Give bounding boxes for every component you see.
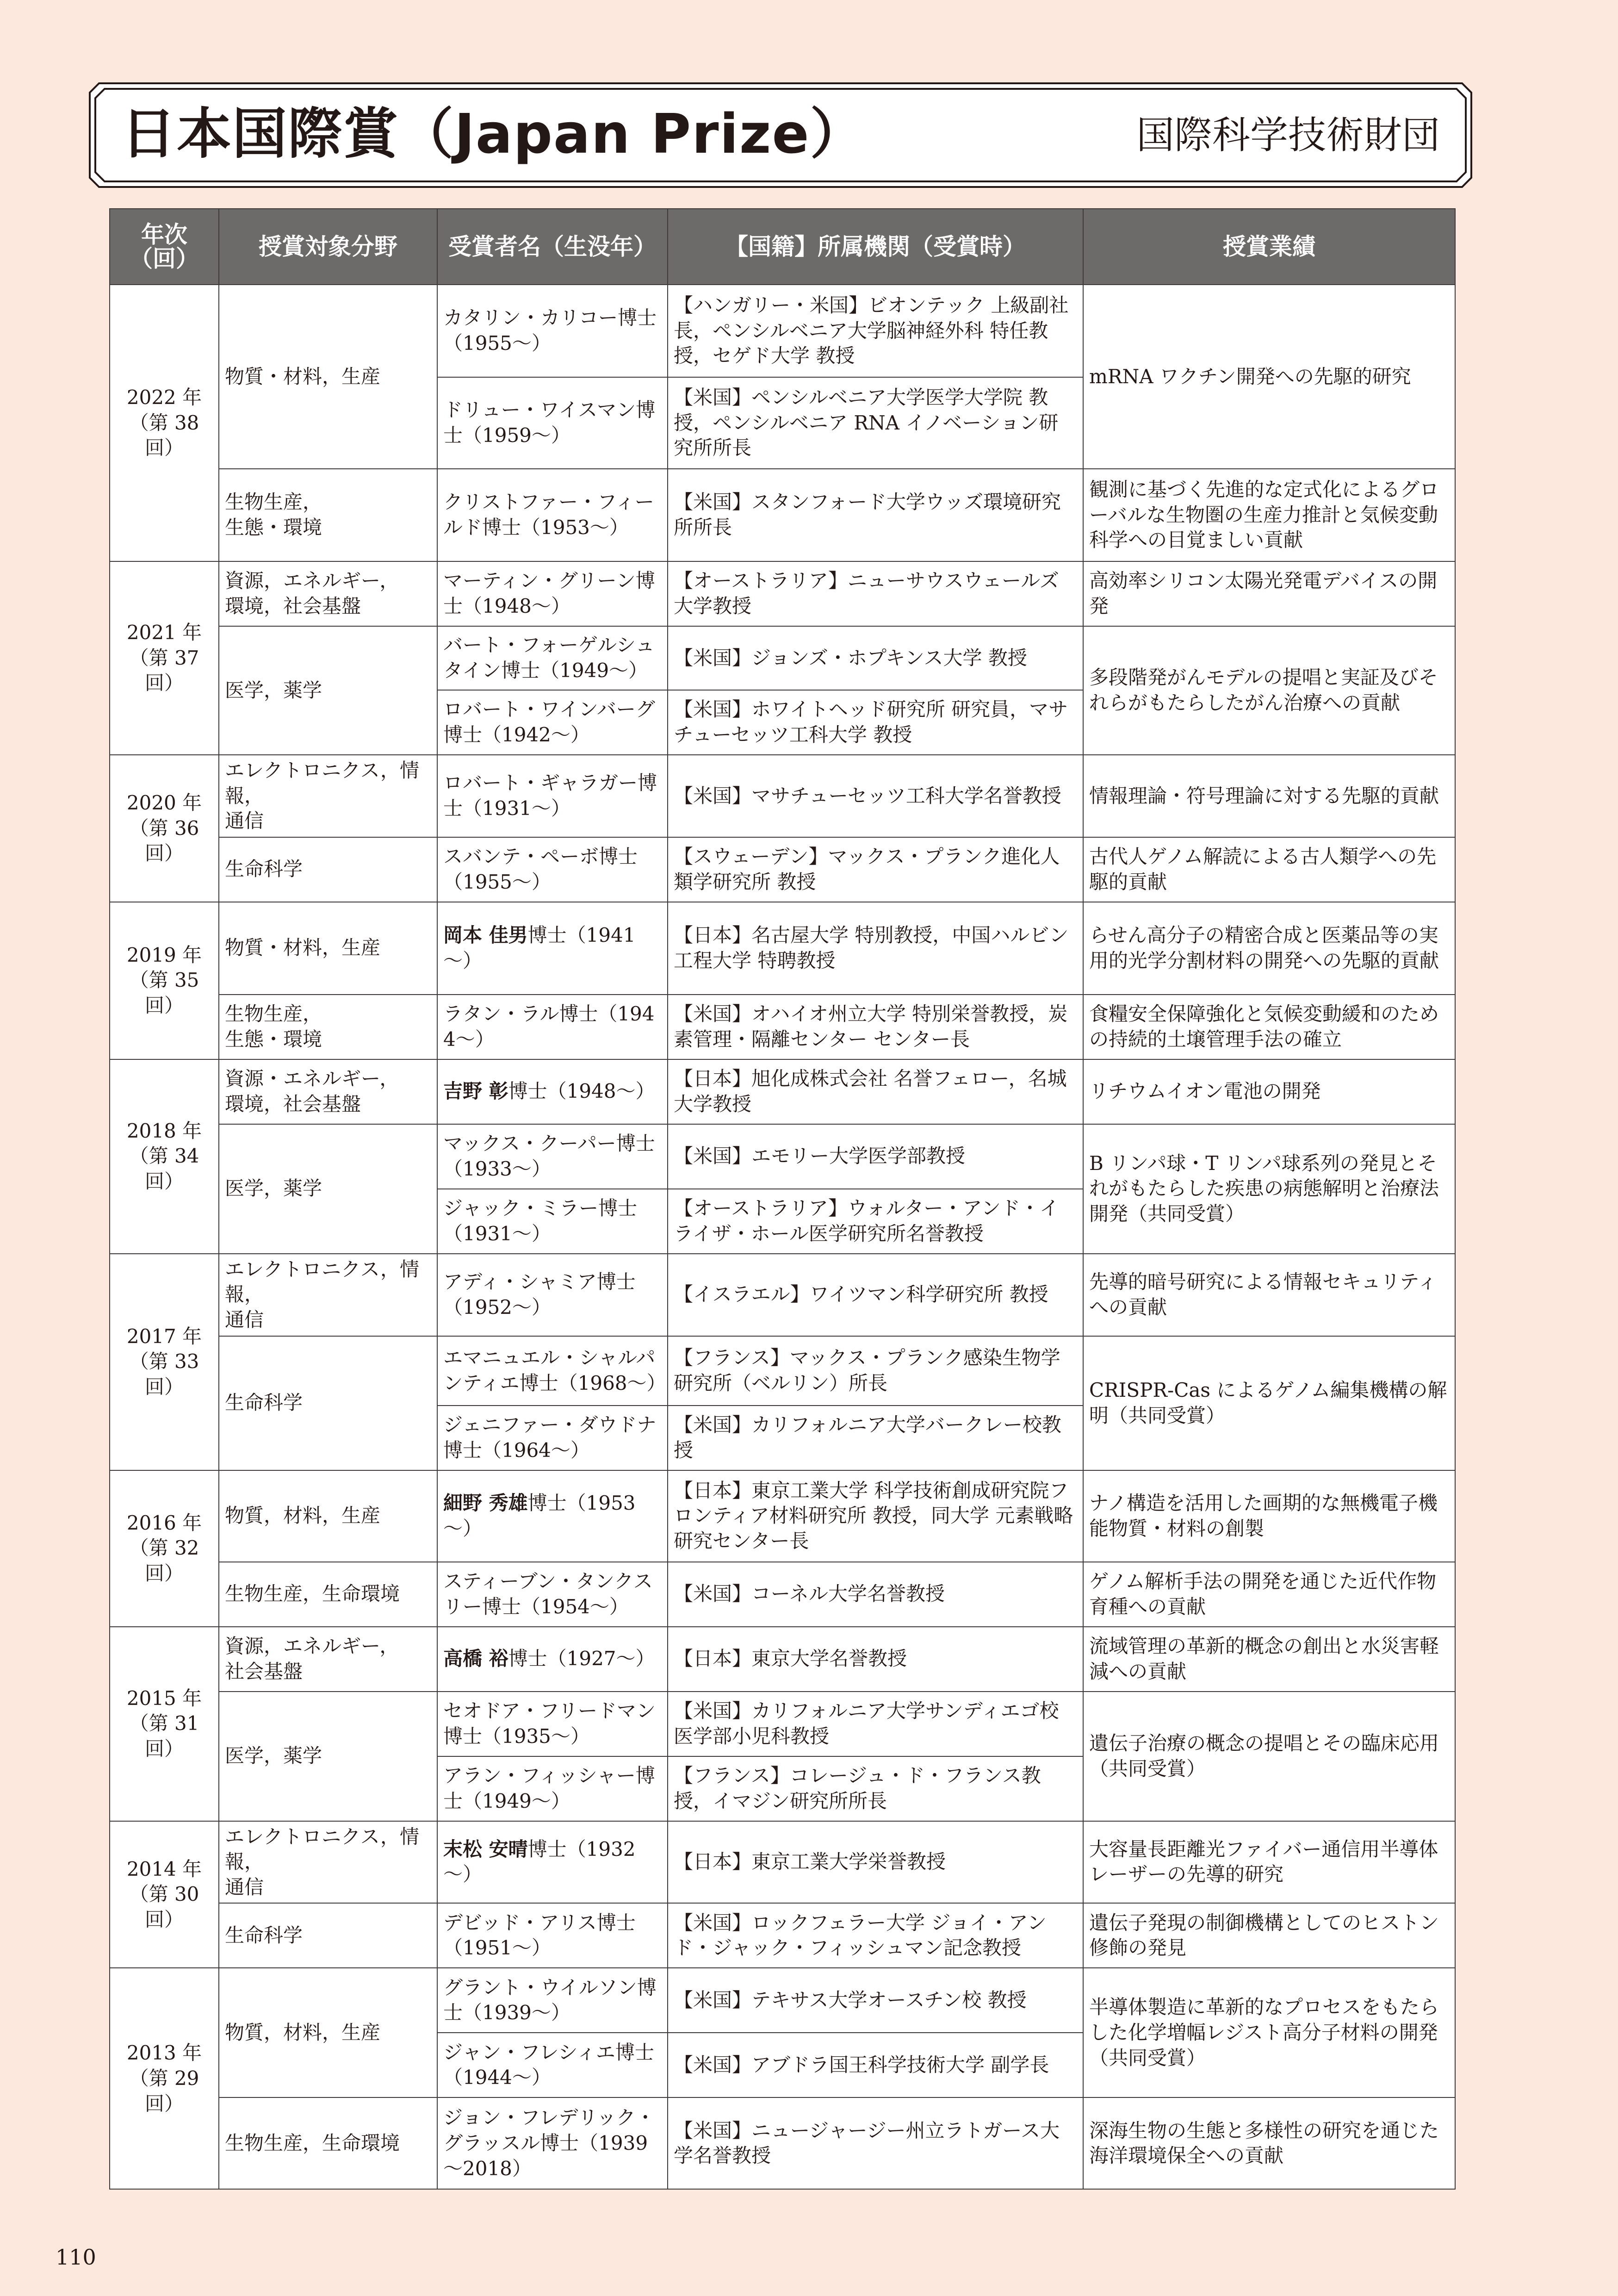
affiliation-cell: 【米国】オハイオ州立大学 特別栄誉教授，炭素管理・隔離センター センター長	[668, 995, 1083, 1059]
laureate-cell: エマニュエル・シャルパンティエ博士（1968～）	[437, 1336, 668, 1406]
year-cell: 2019 年 （第 35 回）	[110, 902, 219, 1059]
achievement-cell: 遺伝子治療の概念の提唱とその臨床応用（共同受賞）	[1083, 1692, 1455, 1821]
table-row	[110, 1254, 1455, 1336]
laureate-cell: ジャン・フレシィエ博士（1944～）	[437, 2033, 668, 2097]
col-laureate: 受賞者名（生没年）	[437, 209, 668, 285]
table-header-row	[110, 209, 1455, 285]
table-row	[110, 561, 1455, 626]
field-cell: 物質，材料，生産	[219, 1470, 437, 1562]
table-row	[110, 1562, 1455, 1627]
table-row	[110, 1821, 1455, 1904]
laureate-cell: ドリュー・ワイスマン博士（1959～）	[437, 377, 668, 469]
achievement-cell: 多段階発がんモデルの提唱と実証及びそれらがもたらしたがん治療への貢献	[1083, 626, 1455, 755]
achievement-cell: CRISPR-Cas によるゲノム編集機構の解明（共同受賞）	[1083, 1336, 1455, 1470]
laureate-cell: マーティン・グリーン博士（1948～）	[437, 561, 668, 626]
laureate-cell: マックス・クーパー博士（1933～）	[437, 1124, 668, 1189]
affiliation-cell: 【イスラエル】ワイツマン科学研究所 教授	[668, 1254, 1083, 1336]
achievement-cell: 観測に基づく先進的な定式化によるグローバルな生物圏の生産力推計と気候変動科学への目覚ましい貢献	[1083, 469, 1455, 561]
laureate-cell: ジェニファー・ダウドナ博士（1964～）	[437, 1406, 668, 1470]
year-cell: 2017 年 （第 33 回）	[110, 1254, 219, 1470]
table-row	[110, 1124, 1455, 1189]
year-cell: 2016 年 （第 32 回）	[110, 1470, 219, 1627]
field-cell: 資源，エネルギー， 社会基盤	[219, 1627, 437, 1692]
laureate-cell: ジョン・フレデリック・グラッスル博士（1939～2018）	[437, 2097, 668, 2189]
achievement-cell: リチウムイオン電池の開発	[1083, 1059, 1455, 1124]
affiliation-cell: 【米国】アブドラ国王科学技術大学 副学長	[668, 2033, 1083, 2097]
table-row	[110, 2097, 1455, 2189]
table-row	[110, 837, 1455, 902]
affiliation-cell: 【米国】カリフォルニア大学サンディエゴ校 医学部小児科教授	[668, 1692, 1083, 1756]
table-row	[110, 1903, 1455, 1968]
table-row	[110, 1470, 1455, 1562]
field-cell: エレクトロニクス，情報， 通信	[219, 755, 437, 837]
affiliation-cell: 【日本】旭化成株式会社 名誉フェロー，名城大学教授	[668, 1059, 1083, 1124]
affiliation-cell: 【日本】名古屋大学 特別教授，中国ハルビン工程大学 特聘教授	[668, 902, 1083, 995]
achievement-cell: mRNA ワクチン開発への先駆的研究	[1083, 285, 1455, 469]
achievement-cell: ナノ構造を活用した画期的な無機電子機能物質・材料の創製	[1083, 1470, 1455, 1562]
laureate-cell: デビッド・アリス博士（1951～）	[437, 1903, 668, 1968]
laureate-cell: ジャック・ミラー博士（1931～）	[437, 1189, 668, 1254]
affiliation-cell: 【米国】ペンシルベニア大学医学大学院 教授，ペンシルベニア RNA イノベーション研究所所長	[668, 377, 1083, 469]
field-cell: 医学，薬学	[219, 626, 437, 755]
affiliation-cell: 【スウェーデン】マックス・プランク進化人類学研究所 教授	[668, 837, 1083, 902]
page-title: 日本国際賞（Japan Prize）	[121, 102, 866, 166]
field-cell: 生物生産，生命環境	[219, 1562, 437, 1627]
laureate-cell: セオドア・フリードマン博士（1935～）	[437, 1692, 668, 1756]
achievement-cell: 大容量長距離光ファイバー通信用半導体レーザーの先導的研究	[1083, 1821, 1455, 1904]
achievement-cell: 深海生物の生態と多様性の研究を通じた海洋環境保全への貢献	[1083, 2097, 1455, 2189]
achievement-cell: 遺伝子発現の制御機構としてのヒストン修飾の発見	[1083, 1903, 1455, 1968]
laureate-japanese-name: 末松 安晴	[443, 1837, 528, 1860]
laureate-cell: 岡本 佳男博士（1941～）	[437, 902, 668, 995]
achievement-cell: B リンパ球・T リンパ球系列の発見とそれがもたらした疾患の病態解明と治療法開発（共同受賞）	[1083, 1124, 1455, 1254]
achievement-cell: 高効率シリコン太陽光発電デバイスの開発	[1083, 561, 1455, 626]
achievement-cell: 先導的暗号研究による情報セキュリティへの貢献	[1083, 1254, 1455, 1336]
laureate-cell: 末松 安晴博士（1932～）	[437, 1821, 668, 1904]
table-row	[110, 755, 1455, 837]
laureate-cell: 高橋 裕博士（1927～）	[437, 1627, 668, 1692]
laureate-cell: カタリン・カリコー博士（1955～）	[437, 285, 668, 377]
laureate-cell: アラン・フィッシャー博士（1949～）	[437, 1756, 668, 1821]
table-row	[110, 626, 1455, 690]
field-cell: 医学，薬学	[219, 1124, 437, 1254]
table-row	[110, 1336, 1455, 1406]
table-row	[110, 1968, 1455, 2033]
affiliation-cell: 【日本】東京工業大学栄誉教授	[668, 1821, 1083, 1904]
table-row	[110, 1692, 1455, 1756]
field-cell: エレクトロニクス，情報， 通信	[219, 1254, 437, 1336]
affiliation-cell: 【オーストラリア】ニューサウスウェールズ大学教授	[668, 561, 1083, 626]
achievement-cell: ゲノム解析手法の開発を通じた近代作物育種への貢献	[1083, 1562, 1455, 1627]
field-cell: 生物生産， 生態・環境	[219, 995, 437, 1059]
year-cell: 2020 年 （第 36 回）	[110, 755, 219, 902]
laureate-cell: スティーブン・タンクスリー博士（1954～）	[437, 1562, 668, 1627]
laureate-japanese-name: 高橋 裕	[443, 1647, 508, 1670]
affiliation-cell: 【米国】スタンフォード大学ウッズ環境研究所所長	[668, 469, 1083, 561]
page-number: 110	[56, 2245, 96, 2270]
affiliation-cell: 【オーストラリア】ウォルター・アンド・イライザ・ホール医学研究所名誉教授	[668, 1189, 1083, 1254]
achievement-cell: 食糧安全保障強化と気候変動緩和のための持続的土壌管理手法の確立	[1083, 995, 1455, 1059]
prize-table	[109, 208, 1456, 2190]
affiliation-cell: 【日本】東京工業大学 科学技術創成研究院フロンティア材料研究所 教授，同大学 元素戦略研究センター長	[668, 1470, 1083, 1562]
col-affiliation: 【国籍】所属機関（受賞時）	[668, 209, 1083, 285]
laureate-cell: クリストファー・フィールド博士（1953～）	[437, 469, 668, 561]
laureate-cell: ラタン・ラル博士（1944～）	[437, 995, 668, 1059]
achievement-cell: 情報理論・符号理論に対する先駆的貢献	[1083, 755, 1455, 837]
laureate-cell: アディ・シャミア博士（1952～）	[437, 1254, 668, 1336]
year-cell: 2014 年 （第 30 回）	[110, 1821, 219, 1968]
affiliation-cell: 【米国】カリフォルニア大学バークレー校教授	[668, 1406, 1083, 1470]
achievement-cell: らせん高分子の精密合成と医薬品等の実用的光学分割材料の開発への先駆的貢献	[1083, 902, 1455, 995]
laureate-japanese-name: 細野 秀雄	[443, 1491, 528, 1514]
achievement-cell: 半導体製造に革新的なプロセスをもたらした化学増幅レジスト高分子材料の開発（共同受賞）	[1083, 1968, 1455, 2097]
col-field: 授賞対象分野	[219, 209, 437, 285]
laureate-cell: グラント・ウイルソン博士（1939～）	[437, 1968, 668, 2033]
table-row	[110, 285, 1455, 377]
table-row	[110, 1059, 1455, 1124]
affiliation-cell: 【米国】ロックフェラー大学 ジョイ・アンド・ジャック・フィッシュマン記念教授	[668, 1903, 1083, 1968]
field-cell: 資源・エネルギー， 環境，社会基盤	[219, 1059, 437, 1124]
field-cell: 資源，エネルギー， 環境，社会基盤	[219, 561, 437, 626]
field-cell: 生物生産， 生態・環境	[219, 469, 437, 561]
affiliation-cell: 【米国】コーネル大学名誉教授	[668, 1562, 1083, 1627]
field-cell: 物質・材料，生産	[219, 902, 437, 995]
affiliation-cell: 【米国】テキサス大学オースチン校 教授	[668, 1968, 1083, 2033]
laureate-cell: スバンテ・ペーボ博士（1955～）	[437, 837, 668, 902]
field-cell: 生物生産，生命環境	[219, 2097, 437, 2189]
laureate-japanese-name: 岡本 佳男	[443, 924, 528, 947]
laureate-cell: ロバート・ワインバーグ博士（1942～）	[437, 690, 668, 755]
year-cell: 2021 年 （第 37 回）	[110, 561, 219, 755]
laureate-cell: バート・フォーゲルシュタイン博士（1949～）	[437, 626, 668, 690]
affiliation-cell: 【米国】エモリー大学医学部教授	[668, 1124, 1083, 1189]
organization-name: 国際科学技術財団	[1136, 113, 1440, 157]
col-year: 年次 （回）	[110, 209, 219, 285]
col-achievement: 授賞業績	[1083, 209, 1455, 285]
year-cell: 2013 年 （第 29 回）	[110, 1968, 219, 2189]
field-cell: エレクトロニクス，情報， 通信	[219, 1821, 437, 1904]
laureate-cell: 吉野 彰博士（1948～）	[437, 1059, 668, 1124]
achievement-cell: 流域管理の革新的概念の創出と水災害軽減への貢献	[1083, 1627, 1455, 1692]
field-cell: 生命科学	[219, 1903, 437, 1968]
affiliation-cell: 【米国】ジョンズ・ホプキンス大学 教授	[668, 626, 1083, 690]
affiliation-cell: 【フランス】コレージュ・ド・フランス教授，イマジン研究所所長	[668, 1756, 1083, 1821]
affiliation-cell: 【ハンガリー・米国】ビオンテック 上級副社長，ペンシルベニア大学脳神経外科 特任教授，セゲド大学 教授	[668, 285, 1083, 377]
table-row	[110, 1627, 1455, 1692]
laureate-cell: 細野 秀雄博士（1953～）	[437, 1470, 668, 1562]
field-cell: 物質，材料，生産	[219, 1968, 437, 2097]
field-cell: 生命科学	[219, 837, 437, 902]
affiliation-cell: 【米国】ホワイトヘッド研究所 研究員，マサチューセッツ工科大学 教授	[668, 690, 1083, 755]
year-cell: 2022 年 （第 38 回）	[110, 285, 219, 561]
achievement-cell: 古代人ゲノム解読による古人類学への先駆的貢献	[1083, 837, 1455, 902]
affiliation-cell: 【米国】マサチューセッツ工科大学名誉教授	[668, 755, 1083, 837]
field-cell: 物質・材料，生産	[219, 285, 437, 469]
year-cell: 2015 年 （第 31 回）	[110, 1627, 219, 1821]
year-cell: 2018 年 （第 34 回）	[110, 1059, 219, 1254]
laureate-japanese-name: 吉野 彰	[443, 1080, 508, 1103]
affiliation-cell: 【フランス】マックス・プランク感染生物学研究所（ベルリン）所長	[668, 1336, 1083, 1406]
table-row	[110, 469, 1455, 561]
field-cell: 生命科学	[219, 1336, 437, 1470]
affiliation-cell: 【米国】ニュージャージー州立ラトガース大学名誉教授	[668, 2097, 1083, 2189]
laureate-cell: ロバート・ギャラガー博士（1931～）	[437, 755, 668, 837]
table-row	[110, 995, 1455, 1059]
field-cell: 医学，薬学	[219, 1692, 437, 1821]
table-row	[110, 902, 1455, 995]
title-banner	[89, 82, 1472, 188]
affiliation-cell: 【日本】東京大学名誉教授	[668, 1627, 1083, 1692]
